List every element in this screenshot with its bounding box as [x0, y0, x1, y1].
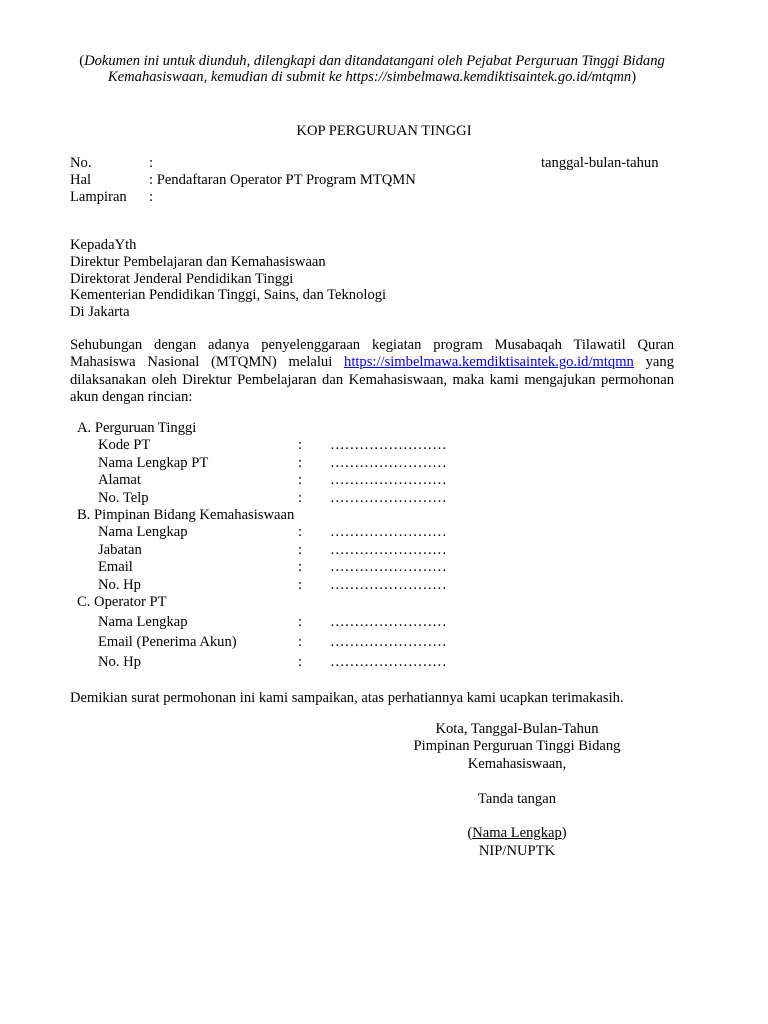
- section-title: A. Perguruan Tinggi: [77, 420, 197, 436]
- field-colon: :: [298, 559, 303, 576]
- field-label: Email (Penerima Akun): [98, 633, 237, 650]
- field-colon: :: [298, 524, 303, 541]
- signature-placeholder: Tanda tangan: [478, 790, 556, 807]
- field-label: Email: [98, 559, 133, 576]
- field-blank[interactable]: ……………………: [330, 437, 447, 454]
- field-colon: :: [298, 613, 303, 630]
- field-label: Nama Lengkap: [98, 613, 188, 630]
- field-blank[interactable]: ……………………: [330, 524, 447, 541]
- field-colon: :: [298, 633, 303, 650]
- closing-sentence: Demikian surat permohonan ini kami sampaikan, atas perhatiannya kami ucapkan terimakasih.: [70, 690, 624, 706]
- note-text: Dokumen ini untuk diunduh, dilengkapi dan ditandatangani oleh Pejabat Perguruan Tinggi Bidang Kemahasiswaan, kemudian di submit ke https://simbelmawa.kemdiktisaintek.go.id/mtqmn: [84, 53, 665, 85]
- field-colon: :: [298, 489, 303, 506]
- name-close-paren: ): [561, 825, 567, 842]
- address-line: Di Jakarta: [70, 304, 130, 321]
- request-form: [77, 420, 497, 674]
- field-colon: :: [298, 576, 303, 593]
- field-colon: :: [298, 653, 303, 670]
- field-colon: :: [298, 454, 303, 471]
- field-label: Alamat: [98, 472, 141, 489]
- field-colon: :: [298, 437, 303, 454]
- meta-hal-value: : Pendaftaran Operator PT Program MTQMN: [149, 172, 416, 188]
- meta-lampiran-value: :: [149, 189, 154, 205]
- field-label: Nama Lengkap: [98, 524, 188, 541]
- letter-date: tanggal-bulan-tahun: [541, 155, 659, 171]
- name-open-paren: (: [467, 825, 473, 842]
- field-blank[interactable]: ……………………: [330, 489, 447, 506]
- field-blank[interactable]: ……………………: [330, 541, 447, 558]
- note-open-paren: (: [79, 53, 85, 69]
- address-line: Kementerian Pendidikan Tinggi, Sains, dan Teknologi: [70, 287, 387, 304]
- field-label: Kode PT: [98, 437, 151, 454]
- section-title: B. Pimpinan Bidang Kemahasiswaan: [77, 506, 295, 523]
- paragraph-text-before: Sehubungan dengan adanya penyelenggaraan kegiatan program Musabaqah Tilawatil Quran Mahasiswa Nasional (MTQMN) melalui: [70, 337, 674, 371]
- signature-block: [372, 721, 662, 860]
- field-label: No. Hp: [98, 653, 141, 670]
- field-label: Jabatan: [98, 541, 142, 558]
- paragraph-text-after: yang dilaksanakan oleh Direktur Pembelajaran dan Kemahasiswaan, maka kami mengajukan permohonan akun dengan rincian:: [70, 354, 674, 406]
- address-line: Direktorat Jenderal Pendidikan Tinggi: [70, 270, 294, 287]
- recipient-address: [70, 237, 386, 321]
- meta-hal-label: Hal: [70, 172, 92, 188]
- address-line: Direktur Pembelajaran dan Kemahasiswaan: [70, 253, 326, 270]
- meta-no-label: No.: [70, 155, 92, 171]
- body-paragraph: [70, 337, 674, 407]
- field-blank[interactable]: ……………………: [330, 472, 447, 489]
- field-colon: :: [298, 541, 303, 558]
- meta-no-value: :: [149, 155, 154, 171]
- field-blank[interactable]: ……………………: [330, 653, 447, 670]
- field-blank[interactable]: ……………………: [330, 576, 447, 593]
- note-close-paren: ): [631, 69, 637, 85]
- signatory-name: [372, 825, 662, 842]
- field-label: Nama Lengkap PT: [98, 454, 209, 471]
- field-blank[interactable]: ……………………: [330, 454, 447, 471]
- field-label: No. Telp: [98, 489, 149, 506]
- signature-position: Kemahasiswaan,: [467, 755, 567, 772]
- field-blank[interactable]: ……………………: [330, 613, 447, 630]
- section-title: C. Operator PT: [77, 593, 167, 610]
- instruction-note: [70, 53, 674, 85]
- signature-place-date: Kota, Tanggal-Bulan-Tahun: [435, 721, 599, 737]
- simbelmawa-link[interactable]: https://simbelmawa.kemdiktisaintek.go.id/mtqmn: [344, 354, 634, 371]
- signatory-id: NIP/NUPTK: [478, 842, 556, 859]
- field-blank[interactable]: ……………………: [330, 559, 447, 576]
- signatory-name-text: Nama Lengkap: [472, 825, 562, 842]
- meta-lampiran-label: Lampiran: [70, 189, 127, 205]
- field-colon: :: [298, 472, 303, 489]
- address-line: KepadaYth: [70, 237, 137, 253]
- signature-position: Pimpinan Perguruan Tinggi Bidang: [413, 738, 621, 755]
- field-blank[interactable]: ……………………: [330, 633, 447, 650]
- letterhead-title: KOP PERGURUAN TINGGI: [296, 123, 472, 139]
- field-label: No. Hp: [98, 576, 141, 593]
